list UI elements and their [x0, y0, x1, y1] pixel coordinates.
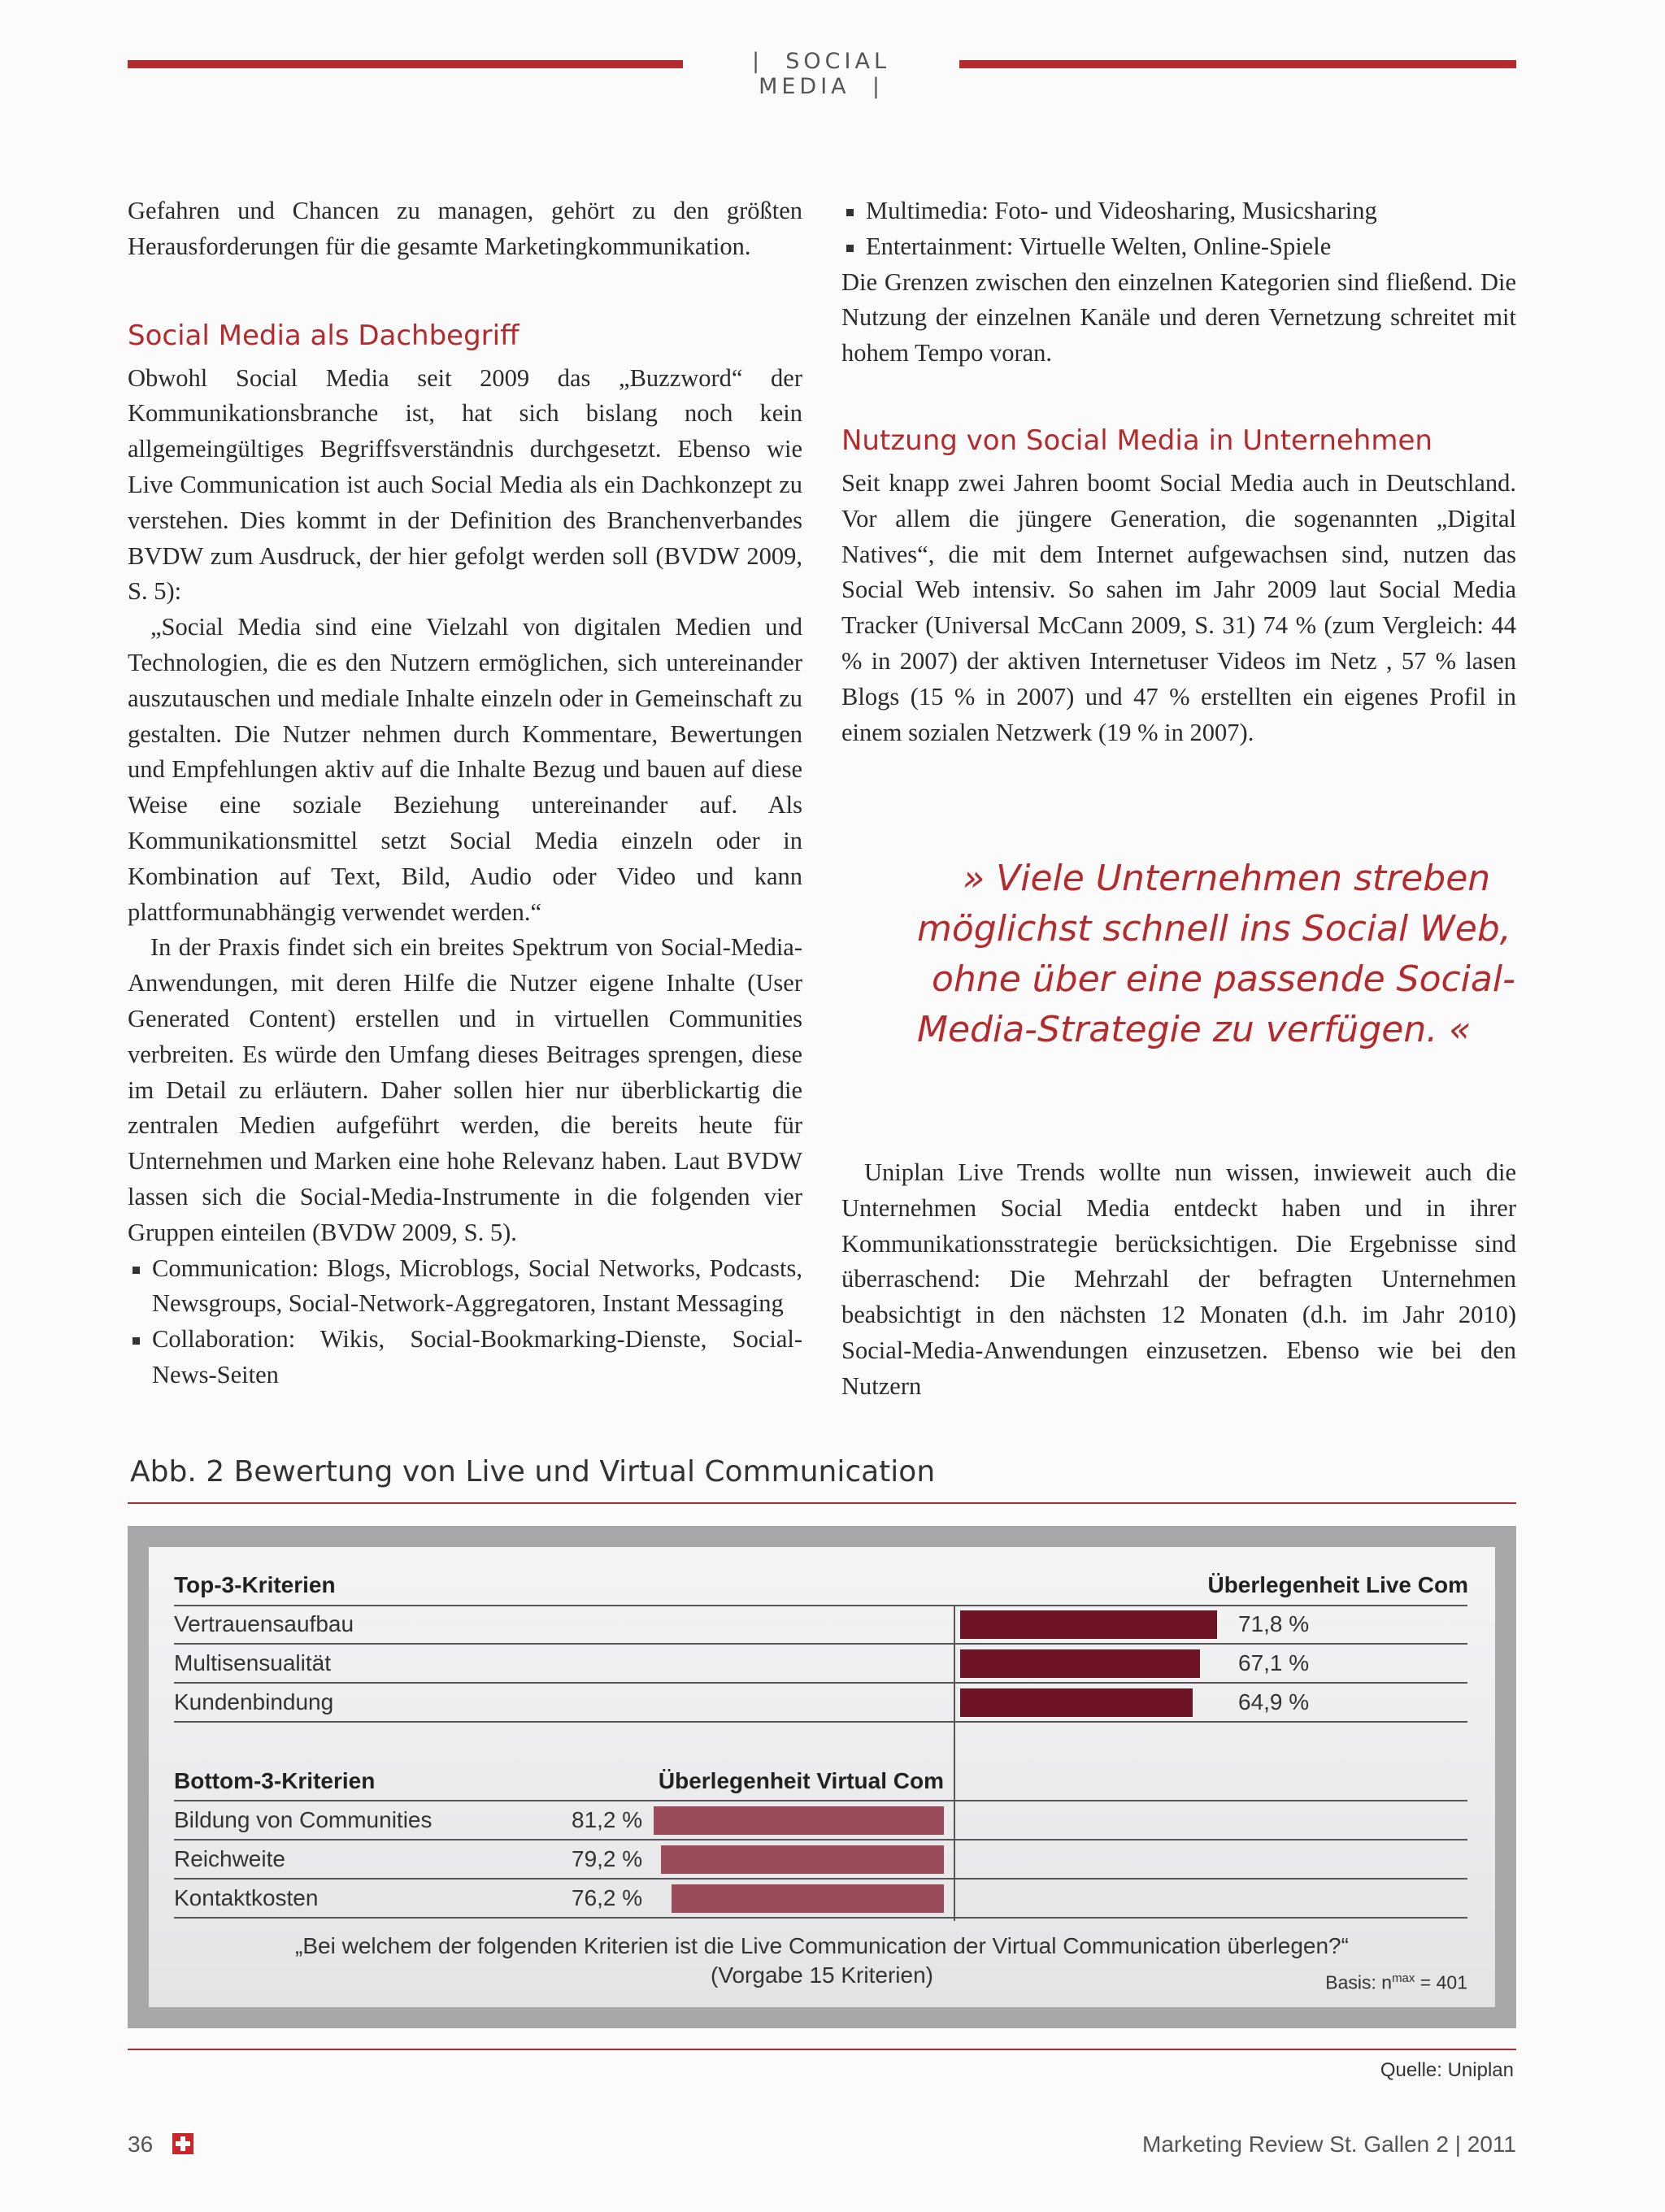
page-number: 36 [128, 2132, 154, 2157]
category-label: Kundenbindung [174, 1689, 334, 1714]
list-item: Communication: Blogs, Microblogs, Social Networks, Podcasts, Newsgroups, Social-Network-Aggregatoren, Instant Messaging [128, 1251, 802, 1323]
list-item: Entertainment: Virtuelle Welten, Online-Spiele [841, 229, 1516, 265]
row-divider [174, 1800, 1467, 1801]
value-label: 79,2 % [572, 1846, 643, 1871]
row-divider [174, 1721, 1467, 1723]
quote-line: Media-Strategie zu verfügen. « [917, 1009, 1472, 1050]
figure-title: Abb. 2 Bewertung von Live und Virtual Communication [130, 1455, 936, 1488]
paragraph: In der Praxis findet sich ein breites Spektrum von Social-Media-Anwendungen, mit deren Hilfe die Nutzer eigene Inhalte (User Generated Content) erstellen und in virtuellen Communities verbreiten. Es würde den Umfang dieses Beitrages sprengen, diese im Detail zu erläutern. Daher sollen hier nur überblickartig die zentralen Medien aufgeführt werden, die bereits heute für Unternehmen und Marken eine hohe Relevanz haben. Laut BVDW lassen sich die Social-Media-Instrumente in die folgenden vier Gruppen einteilen (BVDW 2009, S. 5). [128, 933, 802, 1246]
section-heading: Social Media als Dachbegriff [128, 319, 519, 352]
header-rule-right [959, 60, 1516, 68]
category-list [128, 1251, 802, 1393]
paragraph: Seit knapp zwei Jahren boomt Social Media auch in Deutschland. Vor allem die jüngere Generation, die sogenannten „Digital Natives“, die mit dem Internet aufgewachsen sind, nutzen das Social Web intensiv. So sahen im Jahr 2009 laut Social Media Tracker (Universal McCann 2009, S. 31) 74 % (zum Vergleich: 44 % in 2007) der aktiven Internetuser Videos im Netz , 57 % lasen Blogs (15 % in 2007) und 47 % erstellten ein eigenes Profil in einem sozialen Netzwerk (19 % in 2007). [841, 468, 1516, 746]
paragraph: Obwohl Social Media seit 2009 das „Buzzword“ der Kommunikationsbranche ist, hat sich bislang noch kein allgemeingültiges Begriffsverständnis durchgesetzt. Ebenso wie Live Communication ist auch Social Media als ein Dachkonzept zu verstehen. Dies kommt in der Definition des Branchenverbandes BVDW zum Ausdruck, der hier gefolgt werden soll (BVDW 2009, S. 5): [128, 363, 802, 606]
value-label: 64,9 % [1238, 1689, 1310, 1714]
list-item: Collaboration: Wikis, Social-Bookmarking-Dienste, Social-News-Seiten [128, 1322, 802, 1393]
live-com-header: Überlegenheit Live Com [1207, 1572, 1468, 1597]
sample-basis: Basis: $n^{max} = 401$ [1325, 1971, 1467, 1993]
swiss-cross-icon [172, 2133, 193, 2154]
bar-virtual-reichweite [661, 1845, 944, 1874]
category-list [841, 193, 1516, 265]
value-label: 76,2 % [572, 1885, 643, 1910]
quote-line: ohne über eine passende Social- [932, 958, 1515, 1000]
survey-note: (Vorgabe 15 Kriterien) [711, 1962, 933, 1988]
paragraph: Die Grenzen zwischen den einzelnen Kategorien sind fließend. Die Nutzung der einzelnen Kanäle und deren Vernetzung schreitet mit hohem Tempo voran. [841, 267, 1516, 367]
bar-virtual-communities [654, 1806, 944, 1835]
figure-source: Quelle: Uniplan [1380, 2059, 1514, 2081]
category-label: Multisensualität [174, 1650, 331, 1675]
list-item: Multimedia: Foto- und Videosharing, Musicsharing [841, 193, 1516, 229]
right-column-continued [841, 1155, 1516, 1405]
intro-paragraph: Gefahren und Chancen zu managen, gehört zu den größten Herausforderungen für die gesamte Marketingkommunikation. [128, 197, 802, 260]
row-divider [174, 1917, 1467, 1919]
row-divider [174, 1839, 1467, 1840]
virtual-com-header: Überlegenheit Virtual Com [658, 1768, 944, 1793]
row-divider [174, 1643, 1467, 1645]
quote-line: » Viele Unternehmen streben [963, 858, 1491, 899]
value-label: 67,1 % [1238, 1650, 1310, 1675]
section-title: SOCIAL MEDIA [759, 49, 890, 99]
bar-live-vertrauensaufbau [960, 1610, 1217, 1639]
bottom-criteria-header: Bottom-3-Kriterien [174, 1768, 376, 1793]
category-label: Vertrauensaufbau [174, 1611, 354, 1636]
quote-line: möglichst schnell ins Social Web, [917, 908, 1511, 950]
pull-quote [911, 854, 1515, 1055]
figure-top-rule [128, 1502, 1516, 1504]
left-column [128, 193, 802, 1393]
top-criteria-header: Top-3-Kriterien [174, 1572, 336, 1597]
paragraph: Uniplan Live Trends wollte nun wissen, inwieweit auch die Unternehmen Social Media entdeckt haben und in ihrer Kommunikationsstrategie berücksichtigen. Die Ergebnisse sind überraschend: Die Mehrzahl der befragten Unternehmen beabsichtigt in den nächsten 12 Monaten (d.h. im Jahr 2010) Social-Media-Anwendungen einzusetzen. Ebenso wie bei den Nutzern [841, 1158, 1516, 1400]
axis-divider [954, 1606, 955, 1921]
survey-question: „Bei welchem der folgenden Kriterien ist die Live Communication der Virtual Communication überlegen?“ [295, 1933, 1349, 1958]
definition-quote: „Social Media sind eine Vielzahl von digitalen Medien und Technologien, die es den Nutzern ermöglichen, sich untereinander auszutauschen und mediale Inhalte einzeln oder in Gemeinschaft zu gestalten. Die Nutzer nehmen durch Kommentare, Bewertungen und Empfehlungen aktiv auf die Inhalte Bezug und bauen auf diese Weise eine soziale Beziehung untereinander auf. Als Kommunikationsmittel setzt Social Media einzeln oder in Kombination auf Text, Bild, Audio oder Video und kann plattformunabhängig verwendet werden.“ [128, 613, 802, 926]
bar-live-multisensualitaet [960, 1649, 1200, 1678]
bar-live-kundenbindung [960, 1688, 1193, 1717]
category-label: Bildung von Communities [174, 1807, 433, 1832]
issue-number: 2 | 2011 [1436, 2132, 1516, 2157]
section-heading: Nutzung von Social Media in Unternehmen [841, 424, 1432, 457]
right-column [841, 193, 1516, 750]
row-divider [174, 1605, 1467, 1606]
value-label: 71,8 % [1238, 1611, 1310, 1636]
category-label: Reichweite [174, 1846, 285, 1871]
section-header: | SOCIAL MEDIA | [752, 49, 890, 99]
figure-bottom-rule [128, 2049, 1516, 2050]
bar-virtual-kontaktkosten [672, 1884, 944, 1913]
header-rule-left [128, 60, 683, 68]
row-divider [174, 1682, 1467, 1684]
row-divider [174, 1878, 1467, 1880]
journal-name: Marketing Review St. Gallen [1142, 2132, 1430, 2157]
value-label: 81,2 % [572, 1807, 643, 1832]
category-label: Kontaktkosten [174, 1885, 319, 1910]
